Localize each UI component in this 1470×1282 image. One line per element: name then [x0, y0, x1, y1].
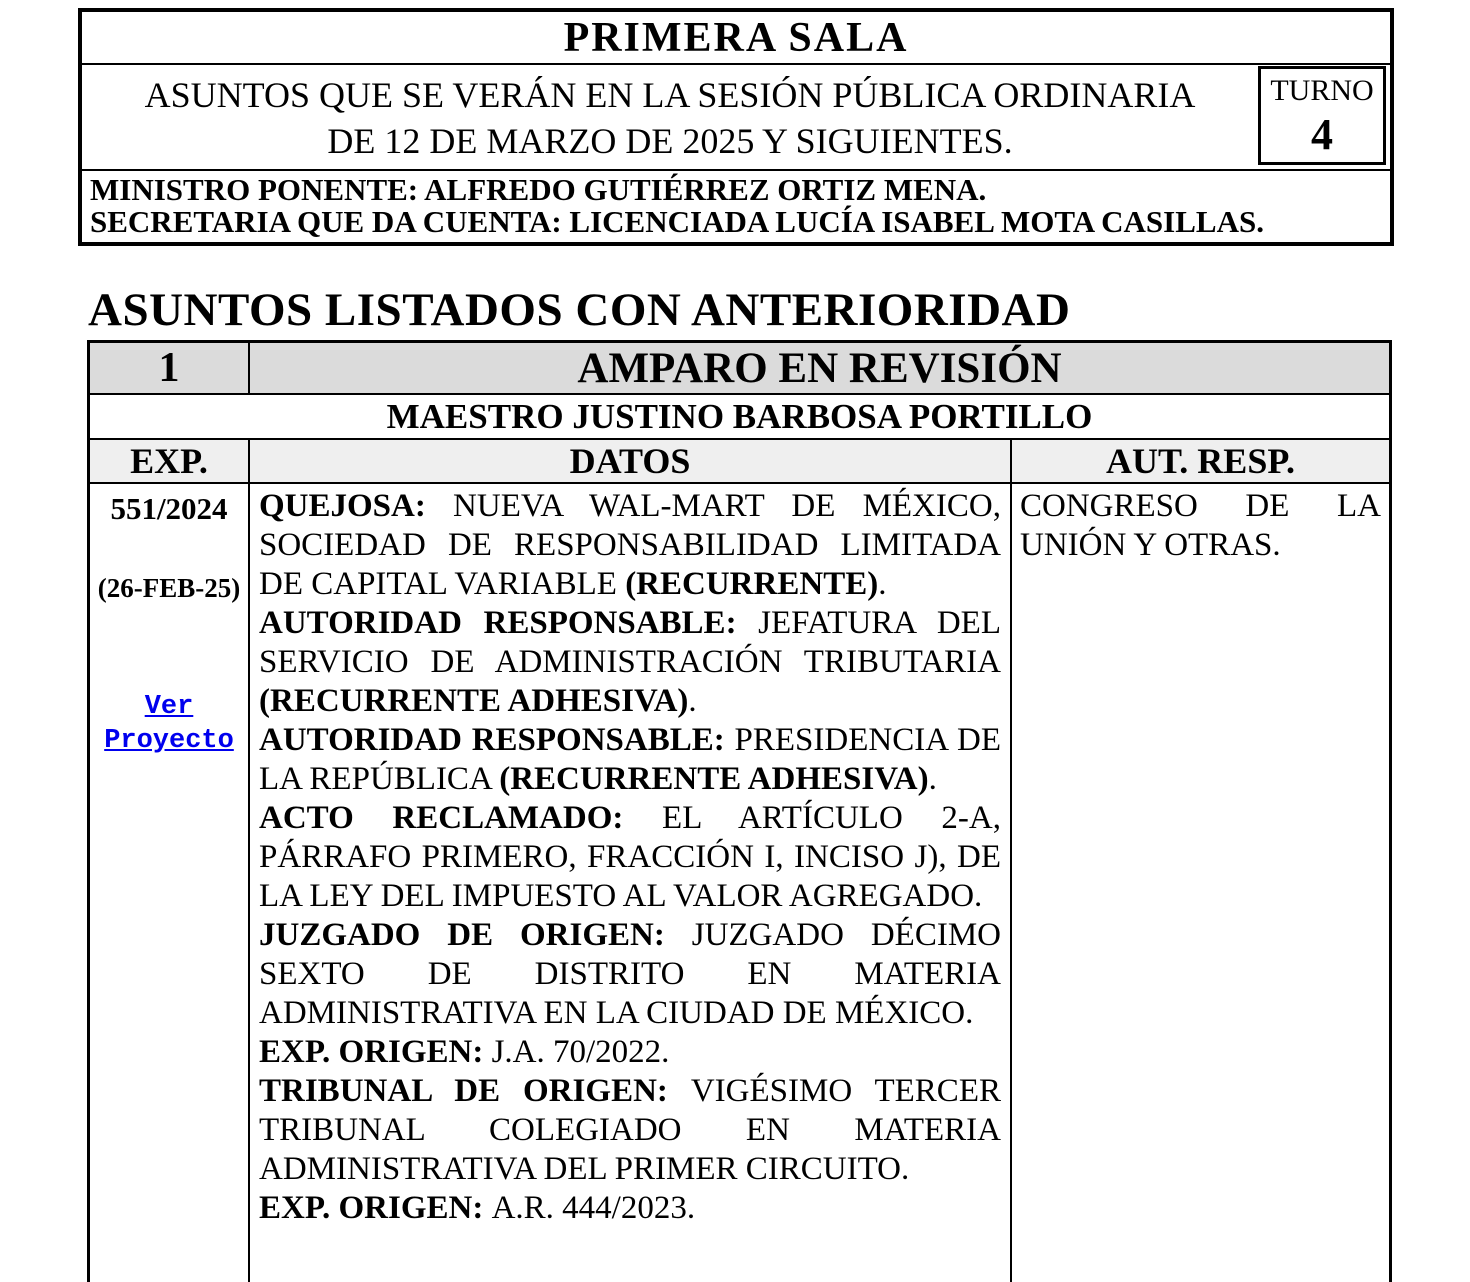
expediente-date: (26-FEB-25) [97, 573, 241, 603]
secretario-row: MAESTRO JUSTINO BARBOSA PORTILLO [90, 395, 1389, 440]
column-header-exp: EXP. [90, 440, 250, 482]
expediente-number: 551/2024 [110, 491, 228, 526]
session-line1: ASUNTOS QUE SE VERÁN EN LA SESIÓN PÚBLICA ORDINARIA [144, 75, 1196, 115]
ministro-ponente-line: MINISTRO PONENTE: ALFREDO GUTIÉRREZ ORTIZ MENA. [90, 172, 987, 207]
secretaria-line: SECRETARIA QUE DA CUENTA: LICENCIADA LUCÍA ISABEL MOTA CASILLAS. [90, 204, 1264, 239]
datos-paragraphs [259, 487, 1001, 1228]
datos-paragraph: QUEJOSA: NUEVA WAL-MART DE MÉXICO, SOCIEDAD DE RESPONSABILIDAD LIMITADA DE CAPITAL VARIABLE (RECURRENTE). [259, 488, 1001, 602]
datos-paragraph: JUZGADO DE ORIGEN: JUZGADO DÉCIMO SEXTO DE DISTRITO EN MATERIA ADMINISTRATIVA EN LA CIUDAD DE MÉXICO. [259, 917, 1001, 1031]
aut-resp-cell: CONGRESO DE LA UNIÓN Y OTRAS. [1020, 488, 1381, 563]
column-header-datos: DATOS [250, 440, 1012, 482]
session-info [82, 65, 1258, 169]
turno-number: 4 [1311, 110, 1333, 159]
turno-box [1258, 66, 1386, 165]
header-table [78, 8, 1394, 246]
column-header-row [90, 440, 1389, 484]
session-row [82, 65, 1390, 171]
table-row [90, 484, 1389, 1282]
datos-paragraph: ACTO RECLAMADO: EL ARTÍCULO 2-A, PÁRRAFO PRIMERO, FRACCIÓN I, INCISO J), DE LA LEY DEL IMPUESTO AL VALOR AGREGADO. [259, 800, 1001, 914]
page-title: PRIMERA SALA [82, 12, 1390, 65]
exp-cell [90, 484, 250, 1282]
case-table [87, 340, 1392, 1282]
datos-cell [250, 484, 1012, 1282]
datos-paragraph: EXP. ORIGEN: A.R. 444/2023. [259, 1190, 696, 1226]
datos-paragraph: AUTORIDAD RESPONSABLE: JEFATURA DEL SERVICIO DE ADMINISTRACIÓN TRIBUTARIA (RECURRENTE ADHESIVA). [259, 605, 1001, 719]
session-line2: DE 12 DE MARZO DE 2025 Y SIGUIENTES. [327, 121, 1013, 161]
ponente-secretaria-row [82, 171, 1390, 238]
ver-proyecto-wrap [90, 690, 248, 758]
column-header-aut-resp: AUT. RESP. [1105, 441, 1296, 481]
ver-proyecto-link[interactable]: Ver Proyecto [104, 692, 234, 756]
case-number-cell: 1 [90, 343, 250, 393]
datos-paragraph: EXP. ORIGEN: J.A. 70/2022. [259, 1034, 670, 1070]
case-type-row [90, 343, 1389, 395]
case-type-cell: AMPARO EN REVISIÓN [577, 344, 1062, 392]
section-heading: ASUNTOS LISTADOS CON ANTERIORIDAD [88, 284, 1071, 336]
datos-paragraph: AUTORIDAD RESPONSABLE: PRESIDENCIA DE LA REPÚBLICA (RECURRENTE ADHESIVA). [259, 722, 1001, 797]
datos-paragraph: TRIBUNAL DE ORIGEN: VIGÉSIMO TERCER TRIBUNAL COLEGIADO EN MATERIA ADMINISTRATIVA DEL PRIMER CIRCUITO. [259, 1073, 1001, 1187]
turno-label: TURNO [1270, 74, 1374, 107]
